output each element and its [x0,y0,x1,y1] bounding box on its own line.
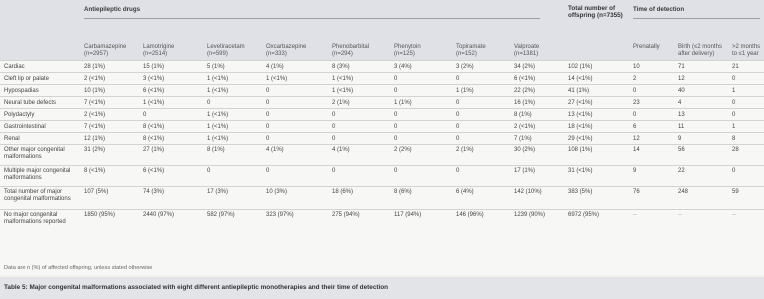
row-label: Gastrointestinal [4,124,46,130]
drug-value-cell: 6 (<1%) [143,168,165,174]
drug-value-cell: 0 [456,136,460,142]
drug-value-cell: 17 (3%) [207,189,229,195]
drug-value-cell: 6 (4%) [456,189,474,195]
time-value-cell: 56 [678,147,685,153]
drug-value-cell: 0 [332,112,336,118]
drug-value-cell: 7 (1%) [514,136,532,142]
total-value-cell: 6972 (95%) [568,212,600,218]
drug-value-cell: 0 [394,76,398,82]
drug-value-cell: 146 (96%) [456,212,484,218]
drug-value-cell: 8 (<1%) [143,124,165,130]
drug-value-cell: 3 (2%) [456,64,474,70]
total-value-cell: 18 (<1%) [568,124,593,130]
col-head-levetiracetam: Levetiracetam (n=599) [207,44,245,57]
total-value-cell: 29 (<1%) [568,136,593,142]
drug-value-cell: 7 (<1%) [84,100,106,106]
drug-value-cell: 1239 (90%) [514,212,546,218]
drug-value-cell: 1850 (95%) [84,212,116,218]
time-value-cell: 12 [633,136,640,142]
drug-value-cell: 30 (2%) [514,147,536,153]
table-row [0,186,764,210]
drug-value-cell: 12 (1%) [84,136,106,142]
col-head-valproate: Valproate (n=1381) [514,44,540,57]
time-value-cell: 0 [633,112,637,118]
drug-value-cell: 0 [332,124,336,130]
table-footnote: Data are n (%) of affected offspring, unless stated otherwise [4,265,153,271]
drug-value-cell: 0 [266,100,270,106]
drug-value-cell: 2 (<1%) [514,124,536,130]
col-head-lamotrigine: Lamotrigine (n=2514) [143,44,175,57]
drug-value-cell: 8 (1%) [207,147,225,153]
table-row [0,144,764,166]
drug-value-cell: 0 [394,112,398,118]
drug-value-cell: 10 (3%) [266,189,288,195]
drug-value-cell: 0 [143,112,147,118]
col-head-after-2-months: >2 months to ≤1 year [732,44,761,57]
total-value-cell: 102 (1%) [568,64,593,70]
drug-value-cell: 1 (<1%) [332,76,354,82]
drug-value-cell: 0 [207,168,211,174]
drug-value-cell: 3 (4%) [394,64,412,70]
row-label: Cleft lip or palate [4,76,50,82]
drug-value-cell: 74 (3%) [143,189,165,195]
drug-value-cell: 28 (1%) [84,64,106,70]
time-value-cell: 11 [678,124,685,130]
row-label: Cardiac [4,64,25,70]
group-rule-time [633,18,760,19]
time-value-cell: 8 [732,136,736,142]
total-value-cell: 108 (1%) [568,147,593,153]
drug-value-cell: 0 [456,168,460,174]
drug-value-cell: 1 (<1%) [207,124,229,130]
drug-value-cell: 0 [332,168,336,174]
drug-value-cell: 4 (1%) [332,147,350,153]
drug-value-cell: 2 (2%) [394,147,412,153]
total-value-cell: 14 (<1%) [568,76,593,82]
drug-value-cell: 27 (1%) [143,147,165,153]
drug-value-cell: 0 [266,168,270,174]
drug-value-cell: 8 (<1%) [143,136,165,142]
time-value-cell: 76 [633,189,640,195]
group-title-total: Total number of offspring (n=7355) [568,5,623,20]
drug-value-cell: 22 (2%) [514,88,536,94]
drug-value-cell: 323 (97%) [266,212,294,218]
drug-value-cell: 8 (6%) [394,189,412,195]
table-caption: Table 5: Major congenital malformations associated with eight different antiepileptic monotherapies and their time of detection [4,284,389,291]
drug-value-cell: 1 (1%) [394,100,412,106]
drug-value-cell: 0 [394,88,398,94]
drug-value-cell: 0 [394,168,398,174]
drug-value-cell: 15 (1%) [143,64,165,70]
time-value-cell: 0 [633,88,637,94]
time-value-cell: 6 [633,124,637,130]
col-head-topiramate: Topiramate (n=152) [456,44,486,57]
drug-value-cell: 6 (<1%) [514,76,536,82]
time-value-cell: 12 [678,76,685,82]
drug-value-cell: 10 (1%) [84,88,106,94]
row-label: Other major congenital malformations [4,147,65,160]
time-value-cell: 9 [633,168,637,174]
group-rule-aed [84,18,540,19]
drug-value-cell: 0 [394,136,398,142]
col-head-prenatally: Prenatally [633,44,660,50]
drug-value-cell: 0 [266,88,270,94]
drug-value-cell: 1 (<1%) [207,88,229,94]
drug-value-cell: 1 (<1%) [207,76,229,82]
drug-value-cell: 1 (<1%) [332,88,354,94]
total-value-cell: 27 (<1%) [568,100,593,106]
table-row [0,209,764,232]
drug-value-cell: 0 [456,112,460,118]
drug-value-cell: 1 (<1%) [266,76,288,82]
total-value-cell: 13 (<1%) [568,112,593,118]
drug-value-cell: 582 (97%) [207,212,235,218]
drug-value-cell: 8 (3%) [332,64,350,70]
drug-value-cell: 18 (6%) [332,189,354,195]
drug-value-cell: 6 (<1%) [143,88,165,94]
drug-value-cell: 0 [456,100,460,106]
drug-value-cell: 5 (1%) [207,64,225,70]
drug-value-cell: 31 (2%) [84,147,106,153]
time-value-cell: 248 [678,189,689,195]
total-value-cell: 383 (5%) [568,189,593,195]
drug-value-cell: 3 (<1%) [143,76,165,82]
col-head-birth: Birth (≤2 months after delivery) [678,44,722,57]
drug-value-cell: 8 (1%) [514,112,532,118]
col-head-phenobarbital: Phenobarbital (n=294) [332,44,370,57]
row-label: No major congenital malformations reported [4,212,66,225]
time-value-cell: 22 [678,168,685,174]
time-value-cell: 0 [732,100,736,106]
drug-value-cell: 34 (2%) [514,64,536,70]
drug-value-cell: 142 (10%) [514,189,542,195]
col-head-carbamazepine: Carbamazepine (n=2957) [84,44,127,57]
drug-value-cell: 0 [456,76,460,82]
drug-value-cell: 7 (<1%) [84,124,106,130]
drug-value-cell: 16 (1%) [514,100,536,106]
drug-value-cell: 117 (94%) [394,212,422,218]
time-value-cell: 0 [732,112,736,118]
drug-value-cell: 0 [207,100,211,106]
col-head-oxcarbazepine: Oxcarbazepine (n=333) [266,44,307,57]
time-value-cell: 40 [678,88,685,94]
time-value-cell: 2 [633,76,637,82]
time-value-cell: ·· [633,212,637,218]
row-label: Total number of major congenital malformations [4,189,71,202]
time-value-cell: 9 [678,136,682,142]
col-head-phenytoin: Phenytoin (n=125) [394,44,421,57]
drug-value-cell: 2 (<1%) [84,76,106,82]
total-value-cell: 31 (<1%) [568,168,593,174]
time-value-cell: 13 [678,112,685,118]
time-value-cell: 21 [732,64,739,70]
drug-value-cell: 4 (1%) [266,64,284,70]
drug-value-cell: 275 (94%) [332,212,360,218]
time-value-cell: 1 [732,124,736,130]
drug-value-cell: 0 [266,112,270,118]
row-label: Polydactyly [4,112,35,118]
drug-value-cell: 0 [332,136,336,142]
time-value-cell: 1 [732,88,736,94]
drug-value-cell: 1 (<1%) [207,112,229,118]
drug-value-cell: 0 [456,124,460,130]
drug-value-cell: 107 (5%) [84,189,109,195]
drug-value-cell: 2 (1%) [332,100,350,106]
drug-value-cell: 17 (1%) [514,168,536,174]
drug-value-cell: 8 (<1%) [84,168,106,174]
time-value-cell: ·· [678,212,682,218]
row-label: Hypospadias [4,88,39,94]
drug-value-cell: 2 (1%) [456,147,474,153]
group-title-aed: Antiepileptic drugs [84,6,141,13]
drug-value-cell: 1 (<1%) [143,100,165,106]
time-value-cell: 0 [732,168,736,174]
time-value-cell: 0 [732,76,736,82]
drug-value-cell: 0 [266,136,270,142]
time-value-cell: 23 [633,100,640,106]
time-value-cell: 14 [633,147,640,153]
drug-value-cell: 0 [266,124,270,130]
time-value-cell: 71 [678,64,685,70]
row-label: Neural tube defects [4,100,57,106]
drug-value-cell: 2 (<1%) [84,112,106,118]
time-value-cell: 4 [678,100,682,106]
row-label: Multiple major congenital malformations [4,168,71,181]
table-row [0,165,764,187]
time-value-cell: 59 [732,189,739,195]
time-value-cell: 28 [732,147,739,153]
drug-value-cell: 0 [394,124,398,130]
total-value-cell: 41 (1%) [568,88,590,94]
drug-value-cell: 2440 (97%) [143,212,175,218]
time-value-cell: ·· [732,212,736,218]
drug-value-cell: 1 (1%) [456,88,474,94]
time-value-cell: 10 [633,64,640,70]
group-title-time: Time of detection [633,6,685,13]
drug-value-cell: 4 (1%) [266,147,284,153]
row-label: Renal [4,136,20,142]
drug-value-cell: 1 (<1%) [207,136,229,142]
